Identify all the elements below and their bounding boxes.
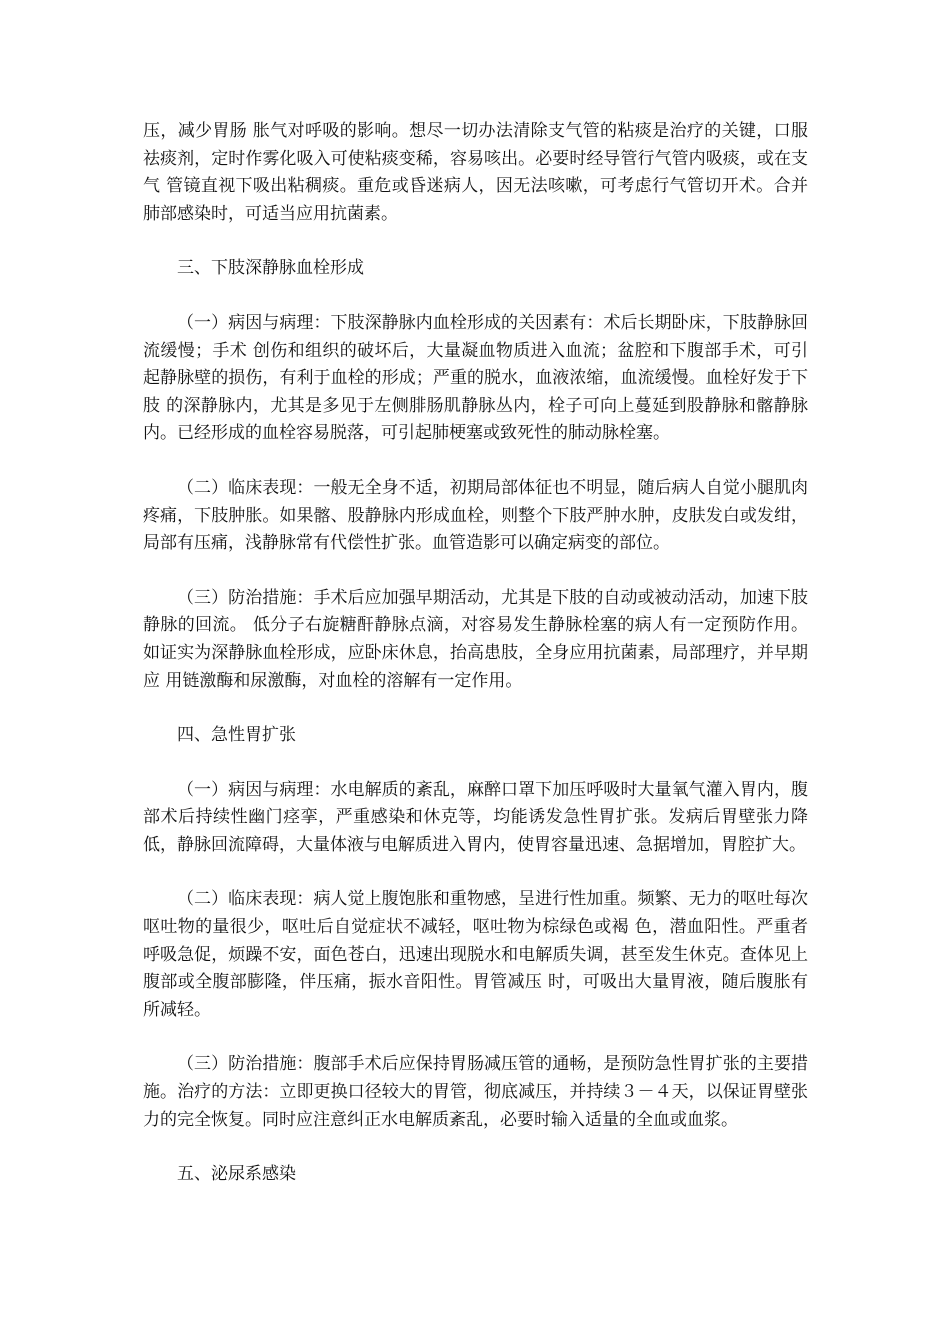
- paragraph-gastric-clinical: （二）临床表现：病人觉上腹饱胀和重物感，呈进行性加重。频繁、无力的呕吐每次呕吐物的量很少，呕吐后自觉症状不减轻，呕吐物为棕绿色或褐 色，潜血阳性。严重者呼吸急促，烦躁不安，面色苍白，迅速出现脱水和电解质失调，甚至发生休克。查体见上腹部或全腹部膨隆，伴压痛，振水音阳性。胃管减压 时，可吸出大量胃液，随后腹胀有所减轻。: [143, 889, 808, 1020]
- paragraph-respiratory-care: 压，减少胃肠 胀气对呼吸的影响。想尽一切办法清除支气管的粘痰是治疗的关键，口服祛痰剂，定时作雾化吸入可使粘痰变稀，容易咳出。必要时经导管行气管内吸痰，或在支气 管镜直视下吸出粘稠痰。重危或昏迷病人，因无法咳嗽，可考虑行气管切开术。合并肺部感染时，可适当应用抗菌素。: [143, 121, 808, 224]
- paragraph-gastric-prevention: （三）防治措施：腹部手术后应保持胃肠减压管的通畅，是预防急性胃扩张的主要措施。治疗的方法：立即更换口径较大的胃管，彻底减压，并持续３－４天，以保证胃壁张力的完全恢复。同时应注意纠正水电解质紊乱，必要时输入适量的全血或血浆。: [143, 1054, 808, 1130]
- paragraph-dvt-etiology: （一）病因与病理：下肢深静脉内血栓形成的关因素有：术后长期卧床，下肢静脉回流缓慢；手术 创伤和组织的破坏后，大量凝血物质进入血流；盆腔和下腹部手术，可引起静脉壁的损伤，有利于血栓的形成；严重的脱水，血液浓缩，血流缓慢。血栓好发于下肢 的深静脉内，尤其是多见于左侧腓肠肌静脉丛内，栓子可向上蔓延到股静脉和髂静脉内。已经形成的血栓容易脱落，可引起肺梗塞或致死性的肺动脉栓塞。: [143, 312, 808, 444]
- section-heading-gastric-dilation: 四、急性胃扩张: [177, 725, 296, 746]
- document-page: [143, 118, 808, 1189]
- section-heading-urinary-infection: 五、泌尿系感染: [177, 1164, 296, 1185]
- paragraph-dvt-prevention: （三）防治措施：手术后应加强早期活动，尤其是下肢的自动或被动活动，加速下肢静脉的回流。 低分子右旋糖酐静脉点滴，对容易发生静脉栓塞的病人有一定预防作用。如证实为深静脉血栓形成，应卧床休息，抬高患肢，全身应用抗菌素，局部理疗，并早期应 用链激酶和尿激酶，对血栓的溶解有一定作用。: [143, 587, 808, 691]
- paragraph-dvt-clinical: （二）临床表现：一般无全身不适，初期局部体征也不明显，随后病人自觉小腿肌肉疼痛，下肢肿胀。如果髂、股静脉内形成血栓，则整个下肢严肿水肿，皮肤发白或发绀，局部有压痛，浅静脉常有代偿性扩张。血管造影可以确定病变的部位。: [143, 477, 808, 554]
- section-heading-dvt: 三、下肢深静脉血栓形成: [177, 258, 364, 279]
- paragraph-gastric-etiology: （一）病因与病理：水电解质的紊乱，麻醉口罩下加压呼吸时大量氧气灌入胃内，腹部术后持续性幽门痉挛，严重感染和休克等，均能诱发急性胃扩张。发病后胃壁张力降低，静脉回流障碍，大量体液与电解质进入胃内，使胃容量迅速、急据增加，胃腔扩大。: [143, 779, 808, 855]
